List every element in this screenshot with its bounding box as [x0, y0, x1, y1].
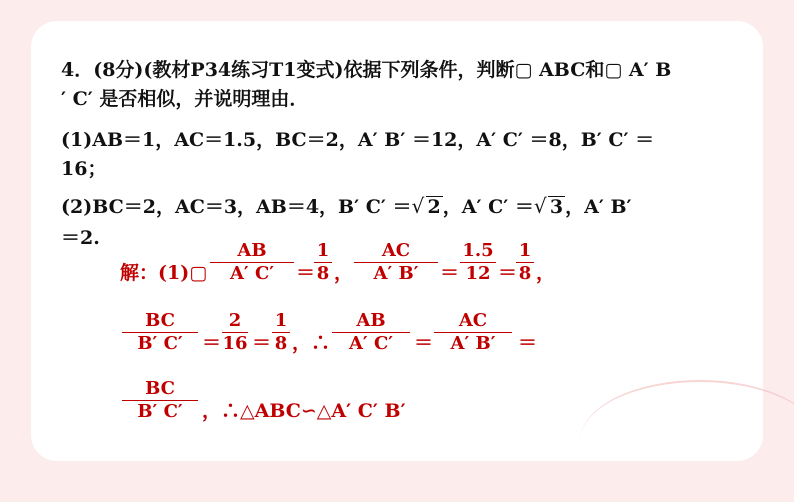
fraction-2-16: 2 16	[222, 310, 248, 354]
problem-line-5	[61, 194, 632, 220]
equals-sign: ＝	[498, 262, 518, 284]
equals-sign: ＝	[518, 332, 538, 354]
problem-line-2: ′ C′ 是否相似，并说明理由．	[61, 88, 309, 110]
problem-line-6: ＝2.	[61, 227, 100, 249]
fraction-1-8: 1 8	[514, 240, 536, 285]
fraction-1-8: 1 8	[312, 240, 334, 285]
solution-lead: 解：(1)▢	[120, 262, 208, 284]
problem-line-1: 4．(8分)(教材P34练习T1变式)依据下列条件，判断▢ ABC和▢ A′ B	[61, 59, 672, 81]
equals-sign: ＝	[414, 332, 434, 354]
fraction-ab-over-ac-prime: AB A′ C′	[208, 240, 296, 285]
comma: ，	[334, 262, 354, 284]
comma: ，	[536, 262, 556, 284]
equals-sign: ＝	[296, 262, 316, 284]
fraction-bc-over-bc-prime: BC B′ C′	[120, 310, 200, 355]
fraction-bc-over-bc-prime: BC B′ C′	[120, 378, 200, 423]
equals-sign: ＝	[252, 332, 272, 354]
fraction-ac-over-ab-prime: AC A′ B′	[352, 240, 440, 285]
problem-line-5-part-b: ，A′ C′ ＝	[442, 196, 534, 218]
therefore: ，∴	[292, 332, 331, 354]
sqrt-2: √ 2	[411, 194, 441, 218]
problem-line-5-part-c: ，A′ B′	[565, 196, 632, 218]
fraction-ac-over-ab-prime: AC A′ B′	[432, 310, 514, 355]
conclusion: ，∴△ABC∽△A′ C′ B′	[202, 400, 406, 422]
problem-line-4: 16；	[61, 158, 107, 180]
fraction-1-8: 1 8	[270, 310, 292, 355]
decorative-wave	[580, 380, 794, 502]
sqrt-3: √ 3	[533, 194, 564, 218]
problem-line-3: (1)AB＝1，AC＝1.5，BC＝2，A′ B′ ＝12，A′ C′ ＝8，B′ C′ ＝	[61, 129, 655, 151]
problem-line-5-part-a: (2)BC＝2，AC＝3，AB＝4，B′ C′ ＝	[61, 196, 412, 218]
equals-sign: ＝	[202, 332, 222, 354]
fraction-1.5-12: 1.5 12	[458, 240, 498, 285]
equals-sign: ＝	[440, 262, 460, 284]
fraction-ab-over-ac-prime: AB A′ C′	[330, 310, 412, 355]
